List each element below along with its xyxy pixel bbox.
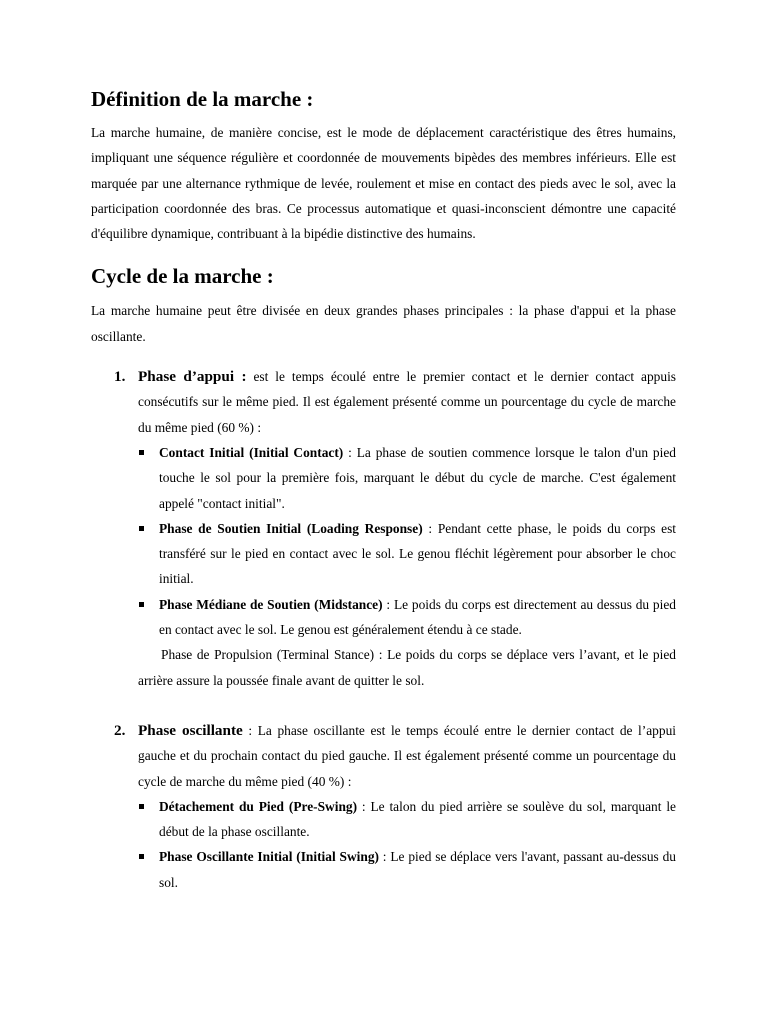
propulsion-paragraph: Phase de Propulsion (Terminal Stance) : Le poids du corps se déplace vers l’avant, et le pied arrière assure la poussée finale avant de quitter le sol. [138,647,676,688]
list-item [159,794,676,845]
propulsion-paragraph-wrap [91,642,676,693]
bullet-term: Phase Médiane de Soutien (Midstance) [159,596,383,612]
document-content [91,84,676,895]
bullet-term: Phase de Soutien Initial (Loading Response) [159,520,423,536]
item-paragraph [138,718,676,794]
square-bullet-icon [139,450,144,455]
definition-paragraph: La marche humaine, de manière concise, est le mode de déplacement caractéristique des êtres humains, impliquant une séquence régulière et coordonnée de mouvements bipèdes des membres inférieurs. Elle est marquée par une alternance rythmique de levée, roulement et mise en contact des pieds avec le sol, avec la participation coordonnée des bras. Ce processus automatique et quasi-inconscient démontre une capacité d'équilibre dynamique, contribuant à la bipédie distinctive des humains. [91,125,676,242]
item-text: : La phase oscillante est le temps écoulé entre le dernier contact de l’appui gauche et du prochain contact du pied gauche. Il est également présenté comme un pourcentage du cycle de marche du même pied (40 %) : [138,722,676,789]
bullet-term: Détachement du Pied (Pre-Swing) [159,798,358,814]
bullet-text: : Le pied se déplace vers l'avant, passant au-dessus du sol. [159,849,676,890]
square-bullet-icon [139,602,144,607]
item-number: 1. [114,368,126,386]
item-title: Phase oscillante [138,721,243,739]
cycle-intro-paragraph: La marche humaine peut être divisée en deux grandes phases principales : la phase d'appui et la phase oscillante. [91,303,676,344]
numbered-item-phase-appui [91,364,676,440]
list-item [159,592,676,643]
item-paragraph [138,364,676,440]
bullet-text: : La phase de soutien commence lorsque le talon d'un pied touche le sol pour la première fois, marquant le début du cycle de marche. C'est également appelé "contact initial". [159,444,676,511]
square-bullet-icon [139,526,144,531]
list-item [159,516,676,592]
square-bullet-icon [139,804,144,809]
list-item [159,844,676,895]
item-title: Phase d’appui : [138,368,247,386]
section-heading-cycle: Cycle de la marche : [91,264,274,289]
square-bullet-icon [139,854,144,859]
bullet-text: : Le talon du pied arrière se soulève du sol, marquant le début de la phase oscillante. [159,798,676,840]
numbered-item-phase-oscillante [91,718,676,794]
bullet-list-phase-oscillante [91,794,676,895]
bullet-text: : Le poids du corps est directement au dessus du pied en contact avec le sol. Le genou est généralement étendu à ce stade. [159,596,676,638]
bullet-list-phase-appui [91,440,676,642]
spacer [91,693,676,718]
bullet-text: : Pendant cette phase, le poids du corps est transféré sur le pied en contact avec le sol. Le genou fléchit légèrement pour absorber le choc initial. [159,520,676,587]
list-item [159,440,676,516]
item-text: est le temps écoulé entre le premier contact et le dernier contact appuis consécutifs sur le même pied. Il est également présenté comme un pourcentage du cycle de marche du même pied (60 %) : [138,369,676,435]
bullet-term: Contact Initial (Initial Contact) [159,444,344,460]
item-number: 2. [114,721,126,739]
section-heading-definition: Définition de la marche : [91,87,314,111]
bullet-term: Phase Oscillante Initial (Initial Swing) [159,849,379,865]
